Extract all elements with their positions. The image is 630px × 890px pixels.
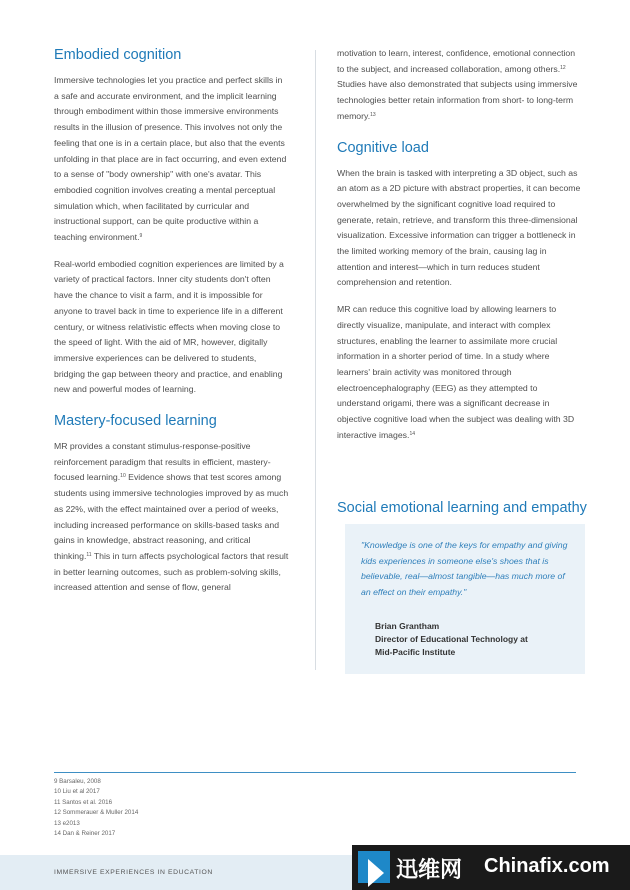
quote-author-name: Brian Grantham xyxy=(375,621,440,631)
paragraph xyxy=(54,439,289,596)
section-heading: Mastery-focused learning xyxy=(54,413,217,430)
section-heading: Embodied cognition xyxy=(54,47,182,63)
section-embodied-cognition xyxy=(54,46,289,398)
paragraph xyxy=(337,46,582,125)
paragraph xyxy=(54,73,289,246)
section-mastery-learning xyxy=(54,412,289,596)
quote-author-role: Director of Educational Technology at xyxy=(375,634,528,644)
footnote-rule xyxy=(54,772,576,773)
paragraph-text: MR provides a constant stimulus-response-positive reinforcement paradigm that results in efficient, mastery-focused learning. xyxy=(54,441,271,483)
paragraph-text: Studies have also demonstrated that subjects using immersive technologies better retain information from short- to long-term memory. xyxy=(337,79,578,121)
footnotes xyxy=(54,777,138,839)
footnote-ref[interactable]: 13 xyxy=(370,111,376,118)
footnote-item: 10 Liu et al 2017 xyxy=(54,788,100,796)
section-cognitive-load xyxy=(337,139,582,444)
arrow-logo-icon xyxy=(358,851,390,883)
paragraph: Real-world embodied cognition experiences are limited by a variety of practical factors. Inner city students don't often have the chance to visit a farm, and it is impossible for anyone to travel back in time to experience life in a different century, or witness relativistic effects when moving close to the speed of light. With the aid of MR, however, digitally immersive experiences can be delivered to students, bridging the gap between theory and practice, and enabling new and powerful modes of learning. xyxy=(54,258,284,395)
left-column xyxy=(54,46,289,610)
paragraph-text: Immersive technologies let you practice and perfect skills in a safe and accurate environment, and the implicit learning through embodiment within those immersive environments results in the illusion of presence. This involves not only the feeling that one is in a certain place, but also that the events unfolding in that place are in fact occurring, and even extend to a sense of "body ownership" with one's avatar. This embodied cognition involves creating a mental perceptual simulation which, when facilitated by curricular and instructional support, can be quite productive within a teaching environment. xyxy=(54,75,287,243)
quote-text: "Knowledge is one of the keys for empathy and giving kids experiences in someone else's shoes that is believable, real—almost tangible—has much more of an effect on their empathy." xyxy=(361,540,568,597)
footnote-item: 9 Barsaleu, 2008 xyxy=(54,778,101,785)
footnote-item: 12 Sommerauer & Muller 2014 xyxy=(54,809,139,817)
quote-author-org: Mid-Pacific Institute xyxy=(375,647,456,657)
section-heading-social: Social emotional learning and empathy xyxy=(337,500,587,516)
paragraph-text: Evidence shows that test scores among students using immersive technologies improved by as much as 22%, with the effect maintained over a period of weeks, including increased performance on skills-based tasks and gains in knowledge, abstract reasoning, and critical thinking. xyxy=(54,472,289,561)
section-heading: Cognitive load xyxy=(337,139,429,156)
paragraph-text: MR can reduce this cognitive load by allowing learners to directly visualize, manipulate, and interact with complex structures, enabling the learner to assimilate more crucial information in a shorter period of time. In a study where learners' brain activity was monitored through electroencephalography (EEG) as they attempted to understand origami, there was a significant decrease in objective cognitive load when the subject was dealing with 3D interactive images. xyxy=(337,304,575,440)
watermark-en: Chinafix.com xyxy=(484,855,610,877)
paragraph: When the brain is tasked with interpreting a 3D object, such as an atom as a 2D picture with abstract properties, it can become overwhelmed by the significant cognitive load required to generate, retain, retrieve, and transform this three-dimensional visualization. Excessive information can trigger a bottleneck in the limited working memory of the brain, causing lag in attention and interest—which in turn reduces student comprehension and retention. xyxy=(337,167,581,288)
footer-title: IMMERSIVE EXPERIENCES IN EDUCATION xyxy=(54,869,213,876)
footnote-ref[interactable]: 11 xyxy=(86,551,92,558)
footnote-ref[interactable]: 14 xyxy=(409,430,415,437)
quote-box xyxy=(345,524,585,674)
footnote-ref[interactable]: 9 xyxy=(139,233,143,240)
footnote-item: 14 Dan & Reiner 2017 xyxy=(54,830,116,838)
watermark-cn: 迅维网 xyxy=(396,858,463,883)
footnote-item: 13 e2013 xyxy=(54,819,80,827)
paragraph-text: This in turn affects psychological factors that result in better learning outcomes, such as problem-solving skills, increased attention and sense of flow, general xyxy=(54,550,289,593)
column-divider xyxy=(315,50,316,670)
footnote-item: 11 Santos et al. 2016 xyxy=(54,798,113,806)
footnote-ref[interactable]: 10 xyxy=(120,473,126,480)
watermark xyxy=(352,845,630,890)
footnote-ref[interactable]: 12 xyxy=(560,64,566,71)
right-column xyxy=(337,46,582,457)
paragraph xyxy=(337,302,582,443)
paragraph-text: motivation to learn, interest, confidence, emotional connection to the subject, and increased collaboration, among others. xyxy=(337,48,576,74)
